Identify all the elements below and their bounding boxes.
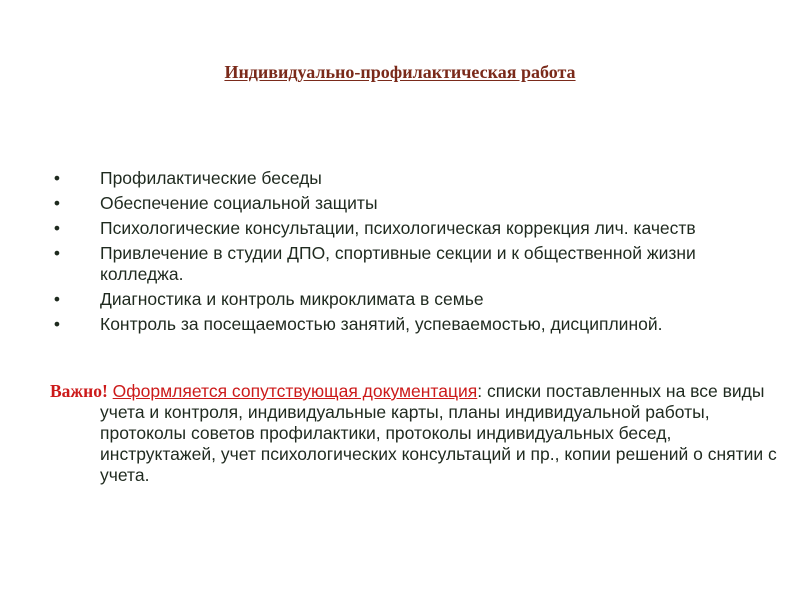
- important-label: Важно!: [50, 381, 108, 401]
- list-item: [50, 314, 750, 335]
- slide-title: [0, 62, 800, 83]
- bullet-icon: •: [53, 168, 61, 188]
- list-item: [50, 168, 750, 189]
- list-item: [50, 289, 750, 310]
- documentation-link[interactable]: Оформляется сопутствующая документация: [112, 381, 478, 401]
- list-item-text: Обеспечение социальной защиты: [100, 193, 378, 213]
- bullet-icon: •: [53, 218, 61, 238]
- bullet-icon: •: [53, 289, 61, 309]
- list-item: [50, 243, 750, 285]
- list-item: [50, 193, 750, 214]
- list-item-text: Психологические консультации, психологическая коррекция лич. качеств: [100, 218, 696, 238]
- slide-title-text: Индивидуально-профилактическая работа: [224, 62, 576, 82]
- list-item-text: Контроль за посещаемостью занятий, успеваемостью, дисциплиной.: [100, 314, 663, 334]
- note-text: : списки поставленных на все виды учета и контроля, индивидуальные карты, планы индивидуальной работы, протоколы советов профилактики, протоколы индивидуальных бесед, инструктажей, учет психологических консультаций и пр., копии решений о снятии с учета.: [100, 381, 777, 485]
- list-item-text: Привлечение в студии ДПО, спортивные секции и к общественной жизни колледжа.: [100, 243, 696, 284]
- important-note: [50, 381, 790, 486]
- list-item-text: Профилактические беседы: [100, 168, 322, 188]
- bullet-icon: •: [53, 314, 61, 334]
- bullet-icon: •: [53, 193, 61, 213]
- list-item: [50, 218, 750, 239]
- bullet-icon: •: [53, 243, 61, 263]
- bullet-list: [50, 168, 750, 339]
- list-item-text: Диагностика и контроль микроклимата в семье: [100, 289, 484, 309]
